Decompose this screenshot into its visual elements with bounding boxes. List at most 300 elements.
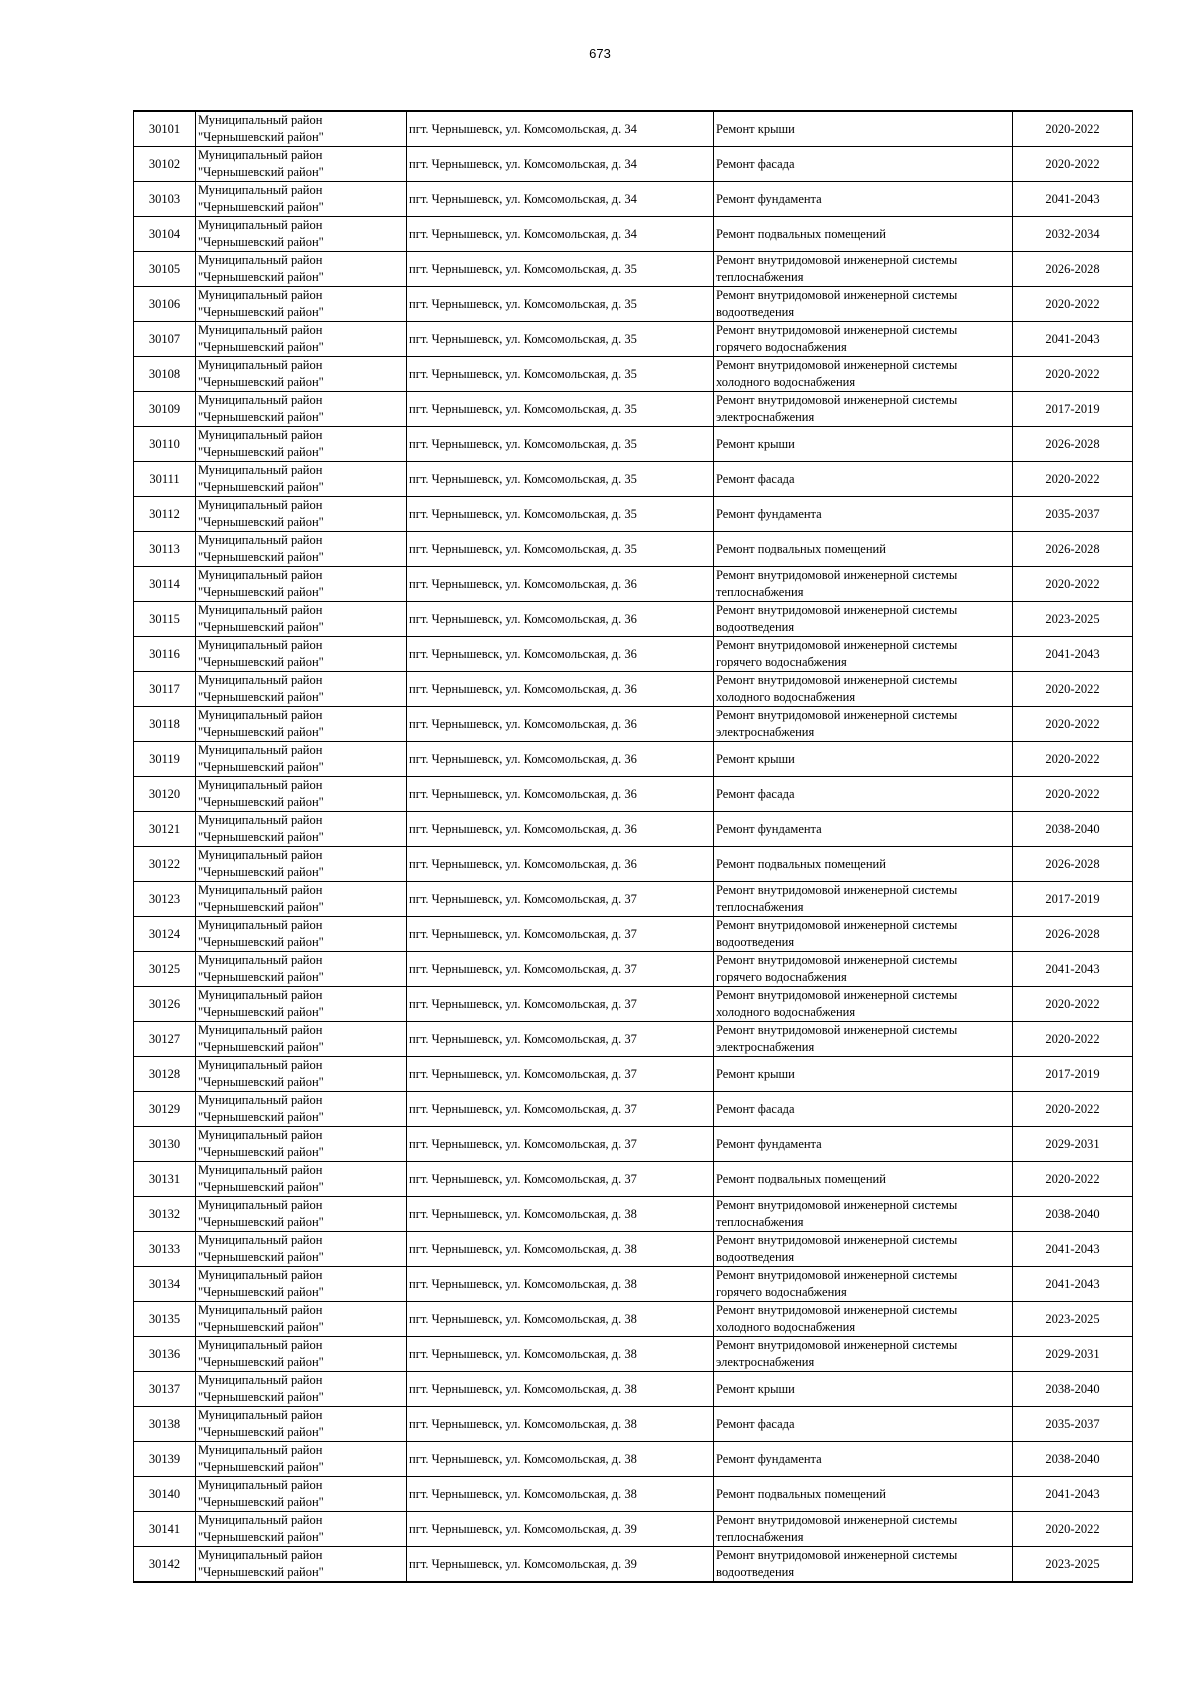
municipality-line: "Чернышевский район": [198, 1425, 324, 1439]
work-type-cell: [714, 217, 1013, 252]
period-cell: 2038-2040: [1013, 1442, 1133, 1477]
work-type-line: теплоснабжения: [716, 1215, 804, 1229]
row-number: 30139: [134, 1442, 196, 1477]
work-type-cell: [714, 1127, 1013, 1162]
municipality-line: Муниципальный район: [198, 463, 323, 477]
address-cell: пгт. Чернышевск, ул. Комсомольская, д. 38: [407, 1197, 714, 1232]
row-number: 30113: [134, 532, 196, 567]
municipality-line: Муниципальный район: [198, 813, 323, 827]
address-cell: пгт. Чернышевск, ул. Комсомольская, д. 36: [407, 567, 714, 602]
municipality-cell: [196, 497, 407, 532]
table-row: [134, 1407, 1133, 1442]
work-type-line: Ремонт подвальных помещений: [716, 226, 886, 241]
period-cell: 2026-2028: [1013, 252, 1133, 287]
work-type-cell: [714, 917, 1013, 952]
municipality-line: "Чернышевский район": [198, 1180, 324, 1194]
municipality-cell: [196, 1022, 407, 1057]
row-number: 30122: [134, 847, 196, 882]
address-cell: пгт. Чернышевск, ул. Комсомольская, д. 35: [407, 532, 714, 567]
table-row: [134, 532, 1133, 567]
municipality-line: Муниципальный район: [198, 1198, 323, 1212]
work-type-line: Ремонт фундамента: [716, 821, 822, 836]
table-row: [134, 322, 1133, 357]
municipality-line: Муниципальный район: [198, 568, 323, 582]
row-number: 30119: [134, 742, 196, 777]
table-body: [134, 111, 1133, 1582]
table-row: [134, 812, 1133, 847]
work-type-cell: [714, 637, 1013, 672]
municipality-line: "Чернышевский район": [198, 1145, 324, 1159]
row-number: 30123: [134, 882, 196, 917]
row-number: 30121: [134, 812, 196, 847]
municipality-line: Муниципальный район: [198, 183, 323, 197]
table-row: [134, 847, 1133, 882]
municipality-line: Муниципальный район: [198, 883, 323, 897]
work-type-cell: [714, 532, 1013, 567]
period-cell: 2020-2022: [1013, 287, 1133, 322]
table-row: [134, 1337, 1133, 1372]
period-cell: 2038-2040: [1013, 1372, 1133, 1407]
period-cell: 2026-2028: [1013, 427, 1133, 462]
row-number: 30110: [134, 427, 196, 462]
work-type-cell: [714, 1162, 1013, 1197]
work-type-cell: [714, 322, 1013, 357]
address-cell: пгт. Чернышевск, ул. Комсомольская, д. 37: [407, 1092, 714, 1127]
work-type-line: Ремонт фундамента: [716, 191, 822, 206]
address-cell: пгт. Чернышевск, ул. Комсомольская, д. 35: [407, 357, 714, 392]
municipality-line: "Чернышевский район": [198, 200, 324, 214]
table-row: [134, 1267, 1133, 1302]
period-cell: 2041-2043: [1013, 952, 1133, 987]
municipality-line: Муниципальный район: [198, 778, 323, 792]
row-number: 30112: [134, 497, 196, 532]
municipality-line: "Чернышевский район": [198, 1565, 324, 1579]
municipality-line: Муниципальный район: [198, 848, 323, 862]
municipality-line: Муниципальный район: [198, 1303, 323, 1317]
municipality-line: "Чернышевский район": [198, 1320, 324, 1334]
work-type-line: Ремонт фасада: [716, 786, 795, 801]
row-number: 30131: [134, 1162, 196, 1197]
address-cell: пгт. Чернышевск, ул. Комсомольская, д. 36: [407, 777, 714, 812]
municipality-line: "Чернышевский район": [198, 165, 324, 179]
table-row: [134, 462, 1133, 497]
row-number: 30116: [134, 637, 196, 672]
period-cell: 2032-2034: [1013, 217, 1133, 252]
address-cell: пгт. Чернышевск, ул. Комсомольская, д. 37: [407, 917, 714, 952]
table-row: [134, 147, 1133, 182]
municipality-cell: [196, 111, 407, 147]
municipality-line: "Чернышевский район": [198, 375, 324, 389]
work-type-line: электроснабжения: [716, 410, 815, 424]
municipality-cell: [196, 1127, 407, 1162]
work-type-cell: [714, 777, 1013, 812]
work-type-line: холодного водоснабжения: [716, 1320, 856, 1334]
municipality-cell: [196, 672, 407, 707]
work-type-line: Ремонт фасада: [716, 471, 795, 486]
work-type-line: Ремонт внутридомовой инженерной системы: [716, 918, 958, 932]
municipality-line: "Чернышевский район": [198, 1215, 324, 1229]
period-cell: 2017-2019: [1013, 392, 1133, 427]
row-number: 30136: [134, 1337, 196, 1372]
municipality-line: Муниципальный район: [198, 428, 323, 442]
work-type-line: Ремонт крыши: [716, 751, 795, 766]
address-cell: пгт. Чернышевск, ул. Комсомольская, д. 38: [407, 1302, 714, 1337]
municipality-line: "Чернышевский район": [198, 1495, 324, 1509]
work-type-cell: [714, 672, 1013, 707]
row-number: 30130: [134, 1127, 196, 1162]
work-type-line: водоотведения: [716, 1250, 795, 1264]
work-type-line: Ремонт внутридомовой инженерной системы: [716, 638, 958, 652]
period-cell: 2020-2022: [1013, 1162, 1133, 1197]
work-type-line: Ремонт внутридомовой инженерной системы: [716, 1198, 958, 1212]
municipality-cell: [196, 707, 407, 742]
municipality-line: "Чернышевский район": [198, 340, 324, 354]
municipality-cell: [196, 1092, 407, 1127]
table-row: [134, 1477, 1133, 1512]
municipality-line: Муниципальный район: [198, 1478, 323, 1492]
municipality-line: "Чернышевский район": [198, 480, 324, 494]
municipality-cell: [196, 1372, 407, 1407]
table-row: [134, 1547, 1133, 1583]
municipality-line: Муниципальный район: [198, 673, 323, 687]
municipality-line: Муниципальный район: [198, 253, 323, 267]
municipality-line: Муниципальный район: [198, 603, 323, 617]
work-type-line: Ремонт внутридомовой инженерной системы: [716, 673, 958, 687]
municipality-line: "Чернышевский район": [198, 1460, 324, 1474]
address-cell: пгт. Чернышевск, ул. Комсомольская, д. 38: [407, 1267, 714, 1302]
municipality-cell: [196, 952, 407, 987]
municipality-line: "Чернышевский район": [198, 410, 324, 424]
work-type-cell: [714, 1442, 1013, 1477]
address-cell: пгт. Чернышевск, ул. Комсомольская, д. 36: [407, 672, 714, 707]
table-row: [134, 882, 1133, 917]
municipality-line: Муниципальный район: [198, 1163, 323, 1177]
period-cell: 2017-2019: [1013, 1057, 1133, 1092]
municipality-cell: [196, 182, 407, 217]
table-row: [134, 1302, 1133, 1337]
municipality-cell: [196, 357, 407, 392]
work-type-line: холодного водоснабжения: [716, 690, 856, 704]
period-cell: 2020-2022: [1013, 777, 1133, 812]
work-type-line: холодного водоснабжения: [716, 375, 856, 389]
work-type-cell: [714, 987, 1013, 1022]
row-number: 30108: [134, 357, 196, 392]
municipality-line: Муниципальный район: [198, 1548, 323, 1562]
row-number: 30134: [134, 1267, 196, 1302]
row-number: 30140: [134, 1477, 196, 1512]
municipality-cell: [196, 1512, 407, 1547]
table-row: [134, 287, 1133, 322]
row-number: 30142: [134, 1547, 196, 1583]
period-cell: 2017-2019: [1013, 882, 1133, 917]
municipality-line: "Чернышевский район": [198, 795, 324, 809]
row-number: 30111: [134, 462, 196, 497]
row-number: 30128: [134, 1057, 196, 1092]
municipality-cell: [196, 987, 407, 1022]
row-number: 30109: [134, 392, 196, 427]
municipality-line: "Чернышевский район": [198, 865, 324, 879]
row-number: 30141: [134, 1512, 196, 1547]
row-number: 30120: [134, 777, 196, 812]
period-cell: 2020-2022: [1013, 147, 1133, 182]
table-row: [134, 1127, 1133, 1162]
work-type-line: теплоснабжения: [716, 1530, 804, 1544]
work-type-cell: [714, 952, 1013, 987]
address-cell: пгт. Чернышевск, ул. Комсомольская, д. 37: [407, 987, 714, 1022]
work-type-line: Ремонт внутридомовой инженерной системы: [716, 1513, 958, 1527]
row-number: 30104: [134, 217, 196, 252]
municipality-line: "Чернышевский район": [198, 235, 324, 249]
table-row: [134, 1372, 1133, 1407]
municipality-line: Муниципальный район: [198, 533, 323, 547]
address-cell: пгт. Чернышевск, ул. Комсомольская, д. 35: [407, 287, 714, 322]
address-cell: пгт. Чернышевск, ул. Комсомольская, д. 36: [407, 637, 714, 672]
work-type-cell: [714, 1407, 1013, 1442]
municipality-line: Муниципальный район: [198, 638, 323, 652]
period-cell: 2020-2022: [1013, 357, 1133, 392]
work-type-line: водоотведения: [716, 935, 795, 949]
address-cell: пгт. Чернышевск, ул. Комсомольская, д. 35: [407, 322, 714, 357]
address-cell: пгт. Чернышевск, ул. Комсомольская, д. 35: [407, 392, 714, 427]
work-type-line: теплоснабжения: [716, 270, 804, 284]
municipality-cell: [196, 1407, 407, 1442]
municipality-line: "Чернышевский район": [198, 445, 324, 459]
table-row: [134, 252, 1133, 287]
work-type-line: водоотведения: [716, 305, 795, 319]
municipality-line: Муниципальный район: [198, 1268, 323, 1282]
address-cell: пгт. Чернышевск, ул. Комсомольская, д. 39: [407, 1512, 714, 1547]
work-type-cell: [714, 357, 1013, 392]
municipality-line: Муниципальный район: [198, 498, 323, 512]
municipality-line: "Чернышевский район": [198, 270, 324, 284]
period-cell: 2029-2031: [1013, 1127, 1133, 1162]
period-cell: 2020-2022: [1013, 1022, 1133, 1057]
address-cell: пгт. Чернышевск, ул. Комсомольская, д. 37: [407, 952, 714, 987]
period-cell: 2023-2025: [1013, 1547, 1133, 1583]
municipality-line: "Чернышевский район": [198, 1390, 324, 1404]
work-type-line: теплоснабжения: [716, 585, 804, 599]
work-type-line: холодного водоснабжения: [716, 1005, 856, 1019]
work-type-line: горячего водоснабжения: [716, 1285, 847, 1299]
municipality-line: "Чернышевский район": [198, 1005, 324, 1019]
municipality-line: Муниципальный район: [198, 393, 323, 407]
work-type-line: Ремонт фундамента: [716, 1451, 822, 1466]
municipality-line: "Чернышевский район": [198, 585, 324, 599]
work-type-line: Ремонт внутридомовой инженерной системы: [716, 708, 958, 722]
table-row: [134, 357, 1133, 392]
work-type-line: Ремонт внутридомовой инженерной системы: [716, 1338, 958, 1352]
address-cell: пгт. Чернышевск, ул. Комсомольская, д. 35: [407, 252, 714, 287]
municipality-line: Муниципальный район: [198, 1233, 323, 1247]
municipality-line: "Чернышевский район": [198, 1355, 324, 1369]
work-type-line: Ремонт крыши: [716, 1066, 795, 1081]
row-number: 30129: [134, 1092, 196, 1127]
work-type-line: теплоснабжения: [716, 900, 804, 914]
municipality-line: Муниципальный район: [198, 1513, 323, 1527]
table-row: [134, 1197, 1133, 1232]
address-cell: пгт. Чернышевск, ул. Комсомольская, д. 34: [407, 111, 714, 147]
address-cell: пгт. Чернышевск, ул. Комсомольская, д. 35: [407, 427, 714, 462]
municipality-cell: [196, 1057, 407, 1092]
table-row: [134, 777, 1133, 812]
row-number: 30135: [134, 1302, 196, 1337]
municipality-line: "Чернышевский район": [198, 760, 324, 774]
municipality-line: "Чернышевский район": [198, 515, 324, 529]
address-cell: пгт. Чернышевск, ул. Комсомольская, д. 37: [407, 1127, 714, 1162]
period-cell: 2041-2043: [1013, 1267, 1133, 1302]
table-row: [134, 1092, 1133, 1127]
municipality-cell: [196, 882, 407, 917]
work-type-line: Ремонт внутридомовой инженерной системы: [716, 288, 958, 302]
municipality-line: "Чернышевский район": [198, 1250, 324, 1264]
table-row: [134, 1232, 1133, 1267]
work-type-line: Ремонт подвальных помещений: [716, 856, 886, 871]
work-type-cell: [714, 1232, 1013, 1267]
work-type-line: Ремонт фасада: [716, 156, 795, 171]
address-cell: пгт. Чернышевск, ул. Комсомольская, д. 38: [407, 1477, 714, 1512]
municipality-line: "Чернышевский район": [198, 970, 324, 984]
address-cell: пгт. Чернышевск, ул. Комсомольская, д. 38: [407, 1407, 714, 1442]
work-type-cell: [714, 1302, 1013, 1337]
period-cell: 2041-2043: [1013, 637, 1133, 672]
work-type-cell: [714, 1022, 1013, 1057]
work-type-line: водоотведения: [716, 620, 795, 634]
table-row: [134, 567, 1133, 602]
municipality-line: Муниципальный район: [198, 1023, 323, 1037]
table-row: [134, 111, 1133, 147]
work-type-cell: [714, 1477, 1013, 1512]
row-number: 30117: [134, 672, 196, 707]
work-type-line: Ремонт фасада: [716, 1416, 795, 1431]
table-row: [134, 917, 1133, 952]
row-number: 30114: [134, 567, 196, 602]
municipality-cell: [196, 287, 407, 322]
municipality-cell: [196, 1162, 407, 1197]
address-cell: пгт. Чернышевск, ул. Комсомольская, д. 38: [407, 1232, 714, 1267]
address-cell: пгт. Чернышевск, ул. Комсомольская, д. 39: [407, 1547, 714, 1583]
address-cell: пгт. Чернышевск, ул. Комсомольская, д. 37: [407, 1162, 714, 1197]
row-number: 30137: [134, 1372, 196, 1407]
municipality-cell: [196, 742, 407, 777]
municipality-line: "Чернышевский район": [198, 1530, 324, 1544]
address-cell: пгт. Чернышевск, ул. Комсомольская, д. 35: [407, 497, 714, 532]
work-type-line: Ремонт внутридомовой инженерной системы: [716, 568, 958, 582]
municipality-cell: [196, 462, 407, 497]
municipality-line: Муниципальный район: [198, 1128, 323, 1142]
municipality-cell: [196, 602, 407, 637]
work-type-line: водоотведения: [716, 1565, 795, 1579]
period-cell: 2020-2022: [1013, 567, 1133, 602]
municipality-cell: [196, 1547, 407, 1583]
table-row: [134, 637, 1133, 672]
period-cell: 2026-2028: [1013, 847, 1133, 882]
row-number: 30124: [134, 917, 196, 952]
work-type-line: Ремонт крыши: [716, 121, 795, 136]
capital-repair-table: [133, 110, 1133, 1583]
table-row: [134, 1442, 1133, 1477]
municipality-line: "Чернышевский район": [198, 725, 324, 739]
work-type-cell: [714, 1267, 1013, 1302]
work-type-line: Ремонт внутридомовой инженерной системы: [716, 393, 958, 407]
municipality-cell: [196, 322, 407, 357]
period-cell: 2020-2022: [1013, 707, 1133, 742]
period-cell: 2041-2043: [1013, 1477, 1133, 1512]
work-type-line: Ремонт крыши: [716, 1381, 795, 1396]
period-cell: 2020-2022: [1013, 987, 1133, 1022]
work-type-cell: [714, 707, 1013, 742]
municipality-line: Муниципальный район: [198, 1058, 323, 1072]
work-type-line: Ремонт внутридомовой инженерной системы: [716, 1268, 958, 1282]
period-cell: 2035-2037: [1013, 1407, 1133, 1442]
work-type-cell: [714, 427, 1013, 462]
address-cell: пгт. Чернышевск, ул. Комсомольская, д. 34: [407, 182, 714, 217]
work-type-line: Ремонт внутридомовой инженерной системы: [716, 1548, 958, 1562]
period-cell: 2026-2028: [1013, 532, 1133, 567]
row-number: 30103: [134, 182, 196, 217]
table-row: [134, 1022, 1133, 1057]
period-cell: 2038-2040: [1013, 1197, 1133, 1232]
work-type-line: Ремонт внутридомовой инженерной системы: [716, 358, 958, 372]
row-number: 30102: [134, 147, 196, 182]
period-cell: 2041-2043: [1013, 322, 1133, 357]
municipality-line: Муниципальный район: [198, 918, 323, 932]
work-type-cell: [714, 847, 1013, 882]
address-cell: пгт. Чернышевск, ул. Комсомольская, д. 36: [407, 602, 714, 637]
work-type-cell: [714, 812, 1013, 847]
table-row: [134, 1512, 1133, 1547]
table-row: [134, 707, 1133, 742]
work-type-line: электроснабжения: [716, 1355, 815, 1369]
municipality-line: "Чернышевский район": [198, 655, 324, 669]
address-cell: пгт. Чернышевск, ул. Комсомольская, д. 36: [407, 847, 714, 882]
municipality-cell: [196, 812, 407, 847]
work-type-cell: [714, 497, 1013, 532]
municipality-line: "Чернышевский район": [198, 830, 324, 844]
work-type-line: электроснабжения: [716, 725, 815, 739]
row-number: 30107: [134, 322, 196, 357]
work-type-cell: [714, 1092, 1013, 1127]
address-cell: пгт. Чернышевск, ул. Комсомольская, д. 36: [407, 812, 714, 847]
period-cell: 2035-2037: [1013, 497, 1133, 532]
address-cell: пгт. Чернышевск, ул. Комсомольская, д. 37: [407, 882, 714, 917]
work-type-cell: [714, 147, 1013, 182]
period-cell: 2020-2022: [1013, 742, 1133, 777]
municipality-line: Муниципальный район: [198, 1443, 323, 1457]
row-number: 30125: [134, 952, 196, 987]
work-type-cell: [714, 1372, 1013, 1407]
municipality-cell: [196, 917, 407, 952]
municipality-line: "Чернышевский район": [198, 1110, 324, 1124]
municipality-line: Муниципальный район: [198, 1373, 323, 1387]
municipality-line: Муниципальный район: [198, 358, 323, 372]
municipality-line: Муниципальный район: [198, 1408, 323, 1422]
municipality-cell: [196, 252, 407, 287]
work-type-line: Ремонт фасада: [716, 1101, 795, 1116]
table-row: [134, 987, 1133, 1022]
work-type-line: Ремонт фундамента: [716, 1136, 822, 1151]
work-type-line: Ремонт подвальных помещений: [716, 541, 886, 556]
period-cell: 2029-2031: [1013, 1337, 1133, 1372]
row-number: 30106: [134, 287, 196, 322]
table-row: [134, 742, 1133, 777]
row-number: 30101: [134, 111, 196, 147]
table-row: [134, 602, 1133, 637]
municipality-line: Муниципальный район: [198, 288, 323, 302]
table-row: [134, 392, 1133, 427]
period-cell: 2023-2025: [1013, 1302, 1133, 1337]
work-type-cell: [714, 182, 1013, 217]
work-type-cell: [714, 1197, 1013, 1232]
